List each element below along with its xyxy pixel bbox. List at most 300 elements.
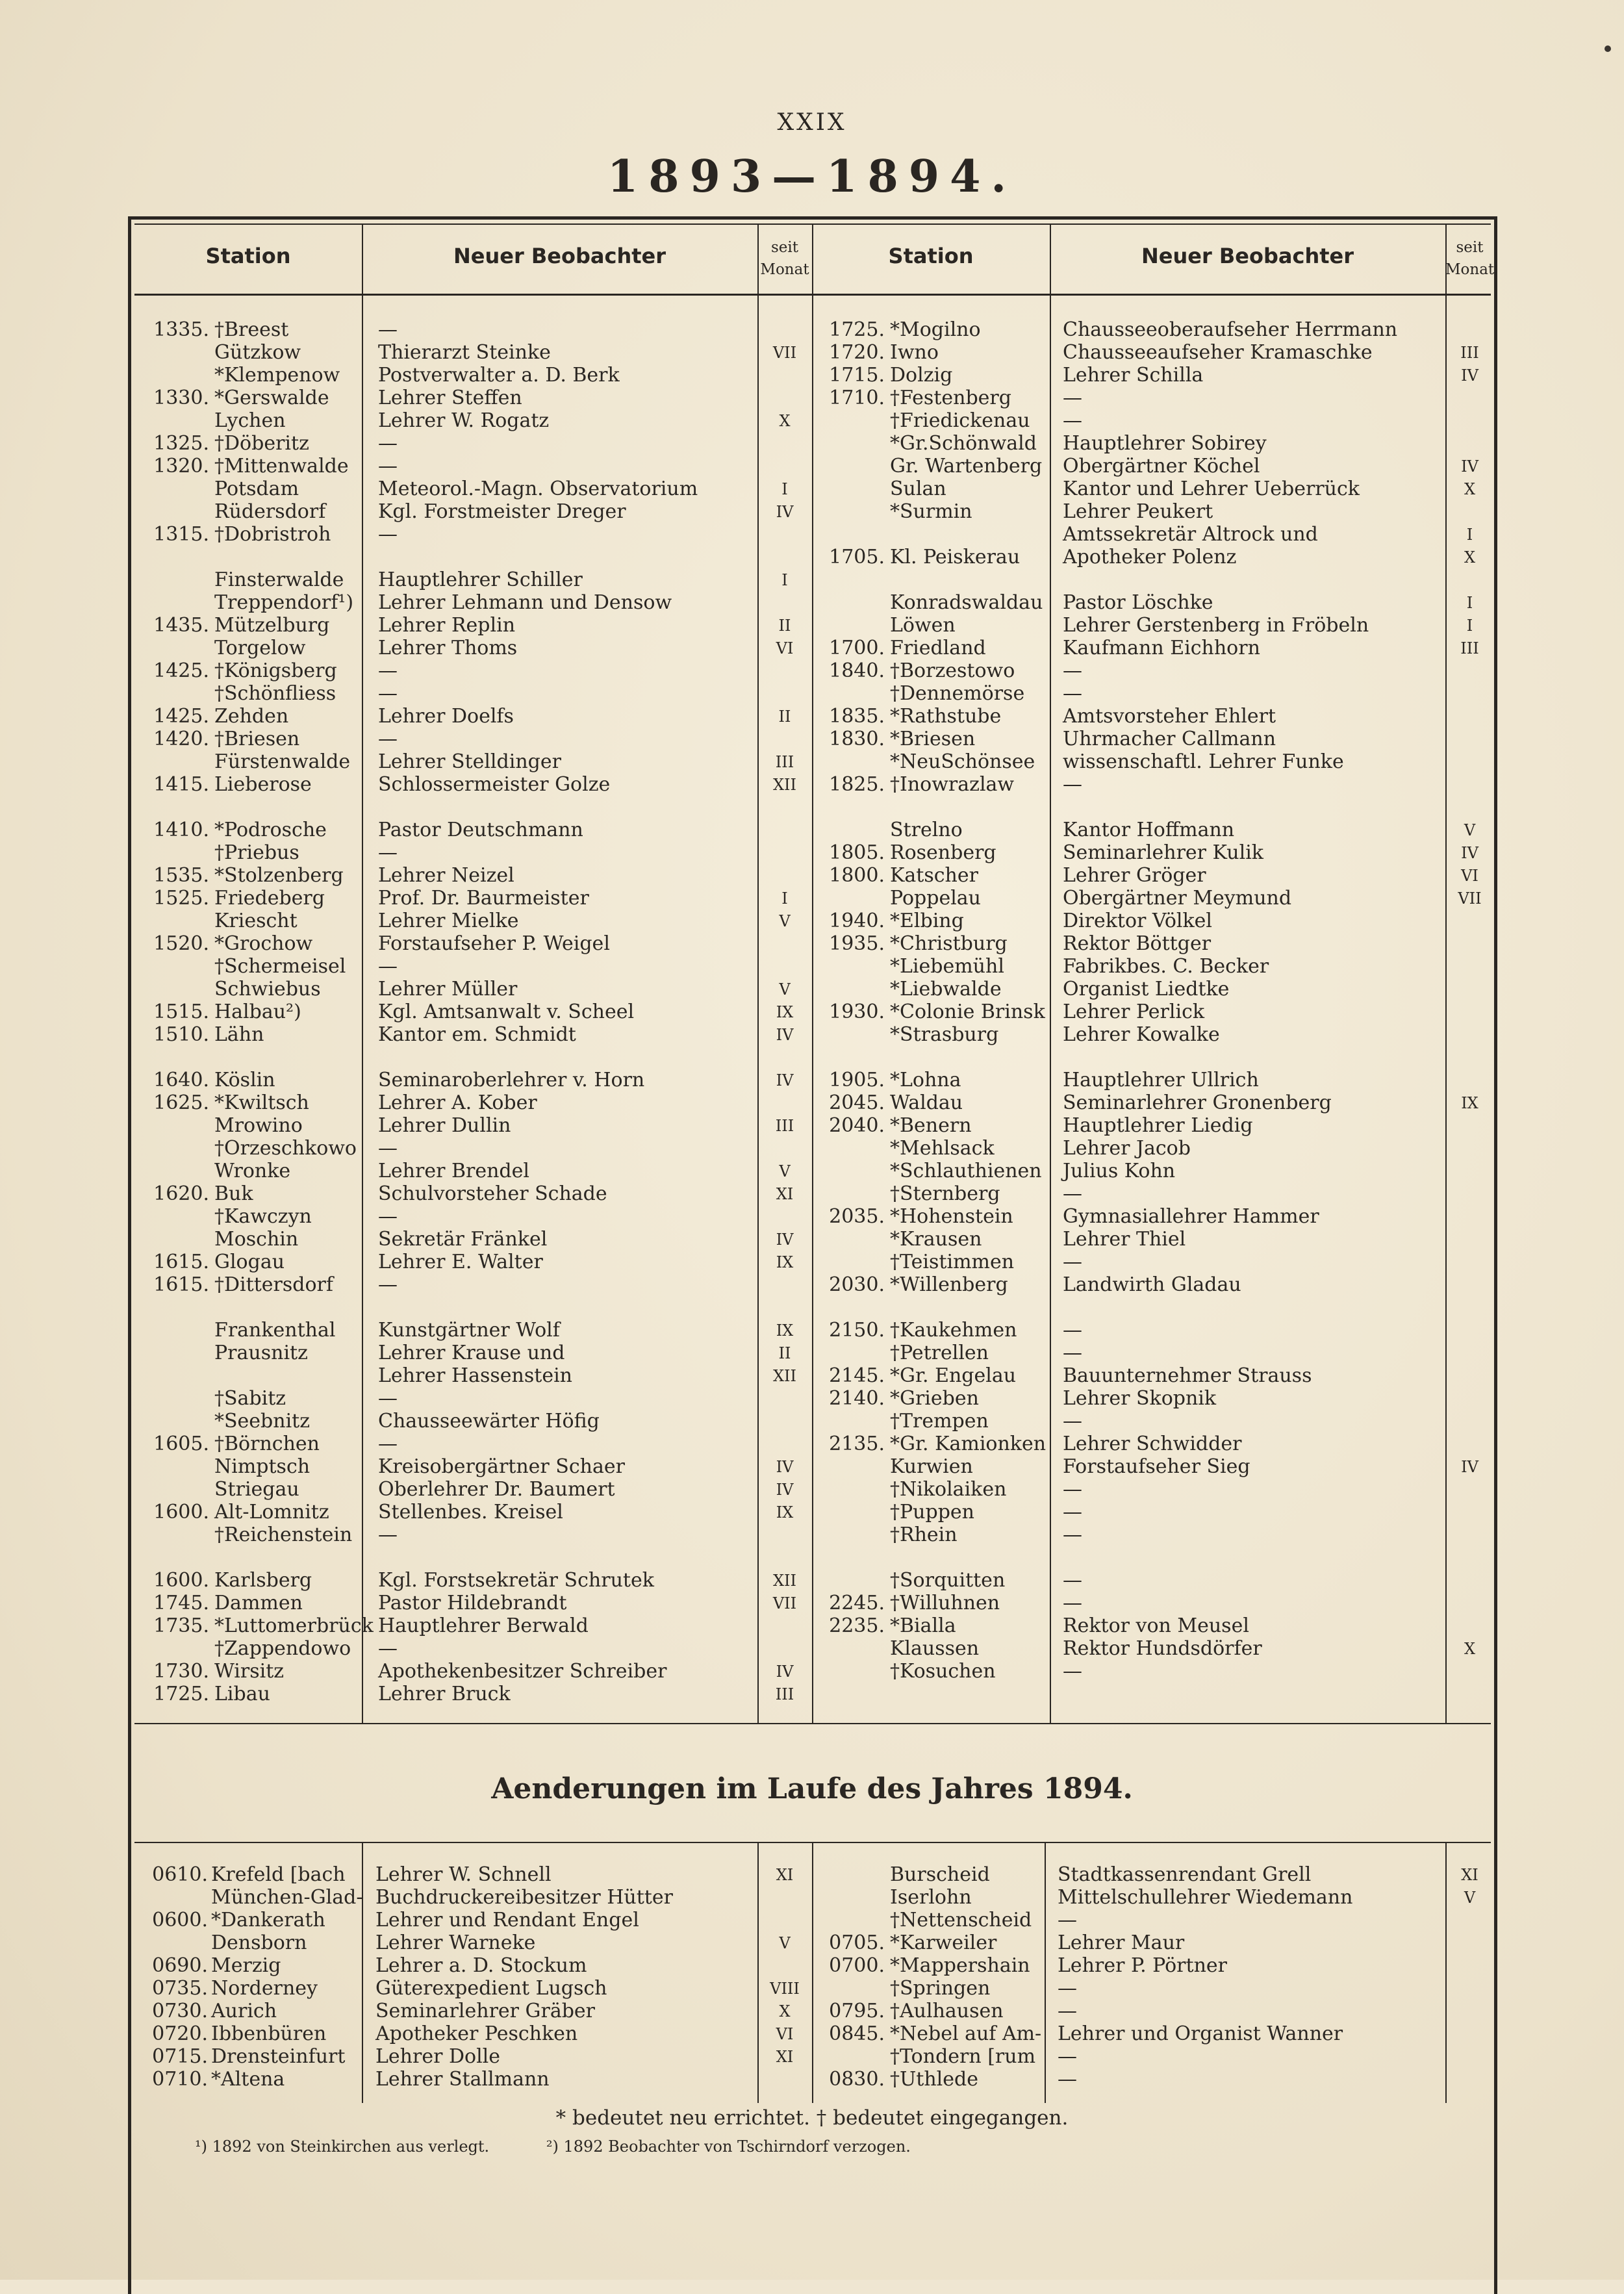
station-number: 1535.	[153, 864, 209, 887]
header-since-line2: Monat	[760, 261, 809, 278]
observer-name: Seminarlehrer Kulik	[1063, 841, 1263, 864]
station-name: †Zappendowo	[214, 1637, 351, 1660]
observer-name: Lehrer W. Rogatz	[378, 409, 550, 432]
station-name: †Schönfliess	[214, 682, 336, 705]
station-name: †Tondern [rum	[890, 2045, 1036, 2068]
station-name: Finsterwalde	[214, 568, 344, 591]
observer-name: Forstaufseher Sieg	[1063, 1455, 1250, 1478]
observer-name: Seminaroberlehrer v. Horn	[378, 1069, 645, 1091]
since-month: I	[1466, 617, 1473, 635]
since-month: III	[775, 1117, 794, 1135]
station-number: 1425.	[153, 659, 209, 682]
station-name: München-Glad-	[211, 1886, 363, 1909]
station-name: *Klempenow	[214, 364, 340, 387]
station-name: †Willuhnen	[890, 1592, 1000, 1614]
since-month	[757, 955, 812, 958]
station-name: †Aulhausen	[890, 2000, 1004, 2022]
since-month	[757, 387, 812, 389]
col-divider	[362, 1843, 363, 2103]
station-name: *Willenberg	[890, 1273, 1008, 1296]
observer-name: Pastor Löschke	[1063, 591, 1213, 614]
header-since-line1: seit	[770, 239, 798, 256]
station-name: *Surmin	[890, 500, 972, 523]
since-month: IV	[1461, 1458, 1478, 1476]
station-name: *Hohenstein	[890, 1205, 1013, 1228]
station-number: 1935.	[829, 932, 885, 955]
since-month	[1445, 2045, 1494, 2048]
since-month: VII	[772, 344, 797, 362]
station-name: Mrowino	[214, 1114, 303, 1137]
station-name: †Trempen	[890, 1410, 989, 1433]
since-month	[757, 1296, 812, 1299]
header-station: Station	[205, 244, 291, 268]
since-month: X	[1464, 1640, 1476, 1658]
station-name: Densborn	[211, 1931, 307, 1954]
since-month: I	[781, 571, 788, 589]
observer-name: Pastor Hildebrandt	[378, 1592, 567, 1614]
since-month	[1445, 1660, 1494, 1663]
observer-name: Kantor und Lehrer Ueberrück	[1063, 478, 1360, 500]
since-month	[757, 1546, 812, 1549]
observer-name: —	[378, 1387, 398, 1410]
observer-name: Lehrer Skopnik	[1063, 1387, 1217, 1410]
station-name: †Sabitz	[214, 1387, 286, 1410]
station-number: 0730.	[152, 2000, 208, 2022]
since-month	[1445, 318, 1494, 321]
station-number: 1725.	[829, 318, 885, 341]
col-divider	[812, 1843, 813, 2103]
station-name: †Königsberg	[214, 659, 337, 682]
station-name: †Schermeisel	[214, 955, 346, 978]
since-month	[1445, 1546, 1494, 1549]
since-month: IX	[776, 1321, 794, 1340]
station-name: Lieberose	[214, 773, 312, 796]
observer-name: Kantor Hoffmann	[1063, 819, 1235, 841]
observer-name: Güterexpedient Lugsch	[375, 1977, 607, 2000]
station-name: Halbau²)	[214, 1000, 301, 1023]
observer-name: —	[1063, 773, 1082, 796]
station-name: *Dankerath	[211, 1909, 325, 1931]
since-month: XI	[1461, 1866, 1478, 1884]
observer-name: Schulvorsteher Schade	[378, 1182, 607, 1205]
station-number: 2135.	[829, 1433, 885, 1455]
station-name: Zehden	[214, 705, 289, 728]
observer-name: —	[1063, 1478, 1082, 1501]
observer-name: Kantor em. Schmidt	[378, 1023, 576, 1046]
station-name: *Mehlsack	[890, 1137, 995, 1160]
station-name: *Gr.Schönwald	[890, 432, 1037, 455]
station-number: 1710.	[829, 387, 885, 409]
observer-name: Lehrer Lehmann und Densow	[378, 591, 672, 614]
station-name: Lähn	[214, 1023, 264, 1046]
since-month: XII	[772, 1572, 797, 1590]
station-name: †Briesen	[214, 728, 300, 750]
station-number: 1745.	[153, 1592, 209, 1614]
observer-name: Seminarlehrer Gräber	[375, 2000, 596, 2022]
station-name: Klaussen	[890, 1637, 980, 1660]
col-divider	[812, 296, 813, 1723]
since-month	[1445, 1569, 1494, 1572]
station-number: 1435.	[153, 614, 209, 637]
observer-name: Forstaufseher P. Weigel	[378, 932, 610, 955]
since-month: IX	[776, 1003, 794, 1021]
since-month: I	[781, 480, 788, 498]
station-name: *Grochow	[214, 932, 313, 955]
observer-name: Lehrer Gerstenberg in Fröbeln	[1063, 614, 1369, 637]
since-month	[1445, 2022, 1494, 2025]
station-name: Burscheid	[890, 1863, 990, 1886]
since-month	[1445, 1410, 1494, 1412]
station-name: †Borzestowo	[890, 659, 1015, 682]
observer-name: —	[378, 728, 398, 750]
since-month: VII	[1458, 889, 1482, 908]
observer-name: Bauunternehmer Strauss	[1063, 1364, 1312, 1387]
station-name: †Uthlede	[890, 2068, 978, 2091]
observer-name: Lehrer Perlick	[1063, 1000, 1205, 1023]
observer-name: —	[1063, 1251, 1082, 1273]
station-name: Ibbenbüren	[211, 2022, 327, 2045]
observer-name: Fabrikbes. C. Becker	[1063, 955, 1269, 978]
since-month	[1445, 910, 1494, 912]
observer-name: Julius Kohn	[1063, 1160, 1176, 1182]
observer-name: Lehrer Krause und	[378, 1342, 565, 1364]
station-name: †Petrellen	[890, 1342, 989, 1364]
station-name: Rüdersdorf	[214, 500, 326, 523]
observer-name: Lehrer Dullin	[378, 1114, 511, 1137]
observer-name: —	[1063, 1501, 1082, 1523]
since-month: IV	[776, 1663, 794, 1681]
station-number: 1730.	[153, 1660, 209, 1683]
observer-name: Mittelschullehrer Wiedemann	[1058, 1886, 1353, 1909]
since-month	[1445, 728, 1494, 730]
observer-name: —	[378, 1523, 398, 1546]
col-divider	[1445, 296, 1447, 1723]
station-number: 1800.	[829, 864, 885, 887]
station-number: 1605.	[153, 1433, 209, 1455]
station-name: †Kawczyn	[214, 1205, 312, 1228]
observer-name: Amtsvorsteher Ehlert	[1063, 705, 1276, 728]
station-number: 2150.	[829, 1319, 885, 1342]
station-name: †Teistimmen	[890, 1251, 1015, 1273]
station-name: †Sternberg	[890, 1182, 1000, 1205]
station-number: 1840.	[829, 659, 885, 682]
since-month	[1445, 1023, 1494, 1026]
observer-name: Lehrer P. Pörtner	[1058, 1954, 1227, 1977]
station-number: 0735.	[152, 1977, 208, 2000]
since-month	[1445, 1592, 1494, 1594]
since-month	[1445, 1114, 1494, 1117]
station-number: 1625.	[153, 1091, 209, 1114]
observer-name: —	[378, 1205, 398, 1228]
station-number: 1905.	[829, 1069, 885, 1091]
since-month	[1445, 1000, 1494, 1003]
station-name: *Schlauthienen	[890, 1160, 1042, 1182]
station-name: *Liebemühl	[890, 955, 1004, 978]
since-month: X	[779, 412, 791, 430]
since-month: IV	[776, 1458, 794, 1476]
ink-mark	[1605, 45, 1611, 52]
since-month: IX	[1461, 1094, 1478, 1112]
station-name: Waldau	[890, 1091, 963, 1114]
station-name: †Friedickenau	[890, 409, 1030, 432]
station-number: 1525.	[153, 887, 209, 910]
since-month: IX	[776, 1253, 794, 1271]
station-number: 2145.	[829, 1364, 885, 1387]
station-number: 1420.	[153, 728, 209, 750]
since-month: V	[1464, 821, 1476, 839]
station-number: 1735.	[153, 1614, 209, 1637]
station-name: †Springen	[890, 1977, 991, 2000]
observer-name: Lehrer Stallmann	[375, 2068, 550, 2091]
station-name: Köslin	[214, 1069, 275, 1091]
station-name: Karlsberg	[214, 1569, 312, 1592]
since-month	[757, 1637, 812, 1640]
observer-name: —	[1063, 409, 1082, 432]
observer-name: —	[1063, 1182, 1082, 1205]
since-month	[1445, 568, 1494, 571]
station-number: 2030.	[829, 1273, 885, 1296]
observer-name: Seminarlehrer Gronenberg	[1063, 1091, 1332, 1114]
since-month	[1445, 1046, 1494, 1049]
observer-name: Lehrer Jacob	[1063, 1137, 1191, 1160]
since-month: III	[775, 1685, 794, 1703]
observer-name: —	[1063, 1319, 1082, 1342]
observer-name: Chausseewärter Höfig	[378, 1410, 600, 1433]
footnote-1: ¹) 1892 von Steinkirchen aus verlegt.	[195, 2137, 490, 2156]
station-number: 2040.	[829, 1114, 885, 1137]
observer-name: —	[378, 1137, 398, 1160]
since-month: X	[1464, 548, 1476, 567]
since-month: V	[779, 1934, 791, 1952]
station-number: 1315.	[153, 523, 209, 546]
observer-name: wissenschaftl. Lehrer Funke	[1063, 750, 1344, 773]
since-month: X	[779, 2002, 791, 2020]
observer-name: —	[1063, 1523, 1082, 1546]
station-name: Poppelau	[890, 887, 981, 910]
station-number: 0795.	[829, 2000, 885, 2022]
observer-name: Thierarzt Steinke	[378, 341, 551, 364]
since-month: XI	[776, 1866, 794, 1884]
station-name: Sulan	[890, 478, 946, 500]
station-name: *Liebwalde	[890, 978, 1002, 1000]
since-month	[757, 591, 812, 594]
since-month	[1445, 1433, 1494, 1435]
station-number: 0600.	[152, 1909, 208, 1931]
since-month	[1445, 705, 1494, 707]
since-month	[757, 728, 812, 730]
since-month	[757, 1954, 812, 1957]
station-number: 1410.	[153, 819, 209, 841]
since-month: X	[1464, 480, 1476, 498]
station-name: Alt-Lomnitz	[214, 1501, 329, 1523]
station-number: 0710.	[152, 2068, 208, 2091]
since-month: XII	[772, 776, 797, 794]
footnotes	[195, 2137, 911, 2156]
station-number: 1415.	[153, 773, 209, 796]
station-name: †Sorquitten	[890, 1569, 1006, 1592]
since-month	[1445, 1251, 1494, 1253]
since-month: IV	[776, 1481, 794, 1499]
observer-name: Pastor Deutschmann	[378, 819, 583, 841]
since-month: VIII	[770, 1980, 800, 1998]
station-name: Friedland	[890, 637, 986, 659]
station-name: Treppendorf¹)	[214, 591, 354, 614]
observer-name: Apotheker Polenz	[1063, 546, 1237, 568]
main-table-bottom-rule	[134, 1723, 1491, 1724]
station-name: Fürstenwalde	[214, 750, 351, 773]
station-name: Merzig	[211, 1954, 281, 1977]
since-month	[1445, 409, 1494, 412]
station-name: *Karweiler	[890, 1931, 997, 1954]
station-name: Striegau	[214, 1478, 299, 1501]
station-name: Friedeberg	[214, 887, 325, 910]
since-month	[1445, 1160, 1494, 1162]
station-name: Löwen	[890, 614, 956, 637]
since-month: II	[778, 617, 791, 635]
station-name: †Kaukehmen	[890, 1319, 1017, 1342]
since-month	[757, 432, 812, 435]
since-month	[1445, 796, 1494, 798]
station-name: Dammen	[214, 1592, 303, 1614]
col-divider	[1050, 296, 1051, 1723]
station-name: †Nikolaiken	[890, 1478, 1007, 1501]
station-name: Iserlohn	[890, 1886, 972, 1909]
station-name: *Gr. Engelau	[890, 1364, 1017, 1387]
station-name: *Luttomerbrück	[214, 1614, 374, 1637]
observer-name: Lehrer Doelfs	[378, 705, 514, 728]
station-number: 0690.	[152, 1954, 208, 1977]
observer-name: Kgl. Forstsekretär Schrutek	[378, 1569, 654, 1592]
header-station-right: Station	[888, 244, 974, 268]
since-month	[1445, 1205, 1494, 1208]
station-name: Gr. Wartenberg	[890, 455, 1043, 478]
observer-name: Hauptlehrer Berwald	[378, 1614, 589, 1637]
since-month	[1445, 1977, 1494, 1980]
observer-name: Lehrer Schilla	[1063, 364, 1204, 387]
station-name: *Strasburg	[890, 1023, 999, 1046]
since-month	[757, 1433, 812, 1435]
station-name: *Rathstube	[890, 705, 1002, 728]
station-name: *Elbing	[890, 910, 964, 932]
since-month	[1445, 1931, 1494, 1934]
station-number: 0720.	[152, 2022, 208, 2045]
since-month: V	[779, 980, 791, 999]
since-month	[757, 455, 812, 457]
station-name: *Lohna	[890, 1069, 961, 1091]
station-number: 1615.	[153, 1273, 209, 1296]
observer-name: Lehrer Thiel	[1063, 1228, 1186, 1251]
observer-name: Lehrer Neizel	[378, 864, 514, 887]
station-name: *Kwiltsch	[214, 1091, 309, 1114]
observer-name: —	[1058, 2068, 1077, 2091]
station-name: *Stolzenberg	[214, 864, 344, 887]
since-month	[757, 1410, 812, 1412]
observer-name: Lehrer Maur	[1058, 1931, 1185, 1954]
observer-name: Rektor Böttger	[1063, 932, 1212, 955]
col-divider	[362, 296, 363, 1723]
station-name: Glogau	[214, 1251, 285, 1273]
since-month	[757, 2068, 812, 2071]
since-month	[757, 523, 812, 526]
station-name: Potsdam	[214, 478, 299, 500]
observer-name: Buchdruckereibesitzer Hütter	[375, 1886, 673, 1909]
observer-name: Stellenbes. Kreisel	[378, 1501, 563, 1523]
station-name: *Grieben	[890, 1387, 979, 1410]
station-name: Strelno	[890, 819, 963, 841]
observer-name: Lehrer Warneke	[375, 1931, 536, 1954]
station-number: 2045.	[829, 1091, 885, 1114]
observer-name: Lehrer Gröger	[1063, 864, 1206, 887]
observer-name: Kreisobergärtner Schaer	[378, 1455, 625, 1478]
since-month: VI	[1461, 867, 1478, 885]
observer-name: Lehrer Mielke	[378, 910, 519, 932]
since-month	[1445, 1387, 1494, 1390]
since-month: XI	[776, 2048, 794, 2066]
station-number: 1725.	[153, 1683, 209, 1705]
observer-name: —	[378, 455, 398, 478]
station-number: 1510.	[153, 1023, 209, 1046]
station-name: †Priebus	[214, 841, 299, 864]
observer-name: Stadtkassenrendant Grell	[1058, 1863, 1312, 1886]
station-number: 1640.	[153, 1069, 209, 1091]
station-number: 1600.	[153, 1569, 209, 1592]
since-month: VI	[776, 2025, 794, 2043]
since-month	[1445, 932, 1494, 935]
col-divider	[1045, 1843, 1046, 2103]
station-number: 0700.	[829, 1954, 885, 1977]
since-month: III	[1460, 344, 1479, 362]
since-month: IV	[1461, 366, 1478, 385]
since-month: V	[779, 912, 791, 930]
since-month	[757, 864, 812, 867]
since-month	[1445, 1319, 1494, 1321]
station-name: *Bialla	[890, 1614, 956, 1637]
observer-name: —	[1058, 1909, 1077, 1931]
since-month	[757, 1886, 812, 1889]
since-month	[1445, 682, 1494, 685]
station-number: 2235.	[829, 1614, 885, 1637]
station-name: †Kosuchen	[890, 1660, 996, 1683]
since-month	[1445, 2068, 1494, 2071]
since-month	[1445, 1523, 1494, 1526]
since-month	[1445, 955, 1494, 958]
station-number: 1825.	[829, 773, 885, 796]
station-number: 1805.	[829, 841, 885, 864]
observer-name: Lehrer Dolle	[375, 2045, 501, 2068]
observer-name: Chausseeaufseher Kramaschke	[1063, 341, 1373, 364]
station-name: *Altena	[211, 2068, 285, 2091]
observer-name: Amtssekretär Altrock und	[1063, 523, 1318, 546]
observer-name: Lehrer Stelldinger	[378, 750, 561, 773]
station-name: †Dennemörse	[890, 682, 1025, 705]
since-month: IV	[776, 1026, 794, 1044]
observer-name: Uhrmacher Callmann	[1063, 728, 1276, 750]
station-name: Krefeld [bach	[211, 1863, 346, 1886]
observer-name: Lehrer A. Kober	[378, 1091, 537, 1114]
footnote-2: ²) 1892 Beobachter von Tschirndorf verzogen.	[546, 2137, 911, 2156]
page-number: XXIX	[777, 109, 847, 136]
since-month	[757, 932, 812, 935]
since-month	[1445, 1364, 1494, 1367]
observer-name: Sekretär Fränkel	[378, 1228, 548, 1251]
since-month	[1445, 750, 1494, 753]
station-name: *Gerswalde	[214, 387, 329, 409]
station-name: †Inowrazlaw	[890, 773, 1015, 796]
since-month: II	[778, 707, 791, 726]
since-month	[757, 1273, 812, 1276]
since-month	[1445, 2000, 1494, 2002]
since-month	[757, 1523, 812, 1526]
